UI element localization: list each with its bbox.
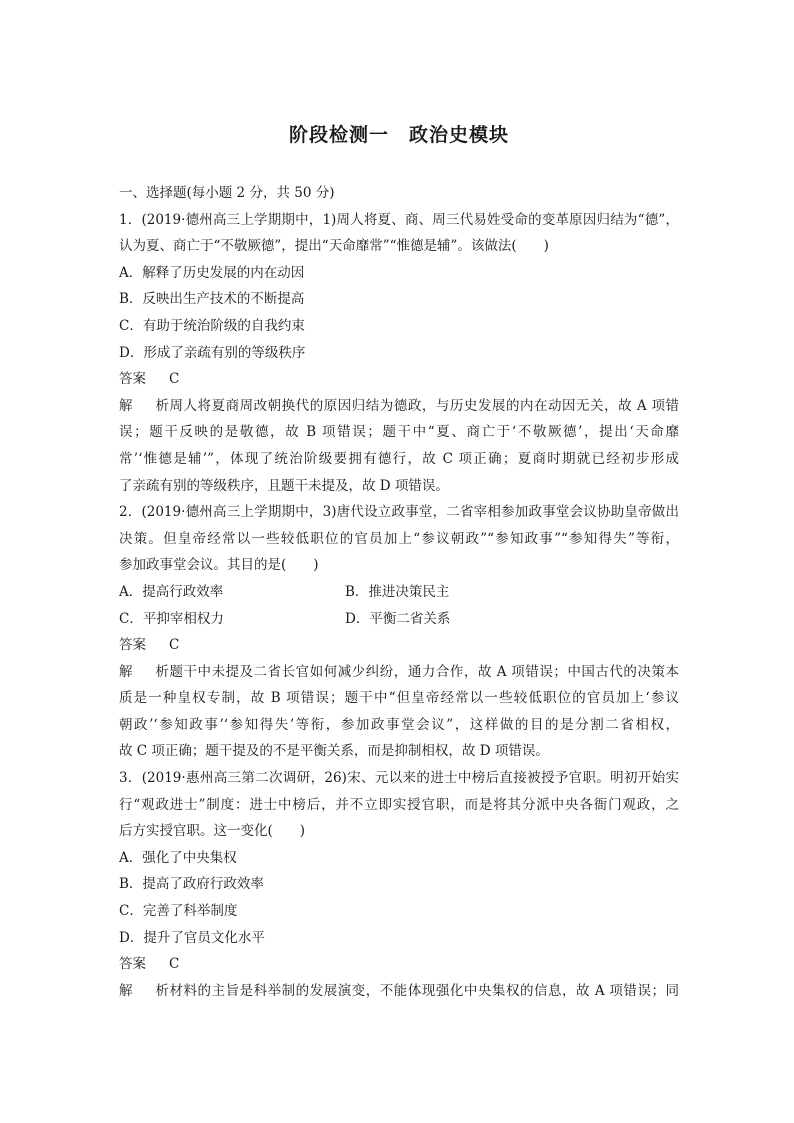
option-c: C．平抑宰相权力 [119, 610, 224, 627]
answer-value: C [169, 371, 180, 388]
question-stem-line: 参加政事堂会议。其目的是( ) [119, 557, 319, 574]
answer-label: 答案 [119, 371, 146, 388]
answer-row [119, 632, 679, 659]
document-page [119, 118, 679, 1004]
option-b: B．提高了政府行政效率 [119, 876, 264, 893]
analysis-line [119, 659, 679, 686]
question-stem-line: 行“观政进士”制度：进士中榜后，并不立即实授官职，而是将其分派中央各衙门观政，之 [119, 796, 679, 813]
option-a: A．提高行政效率 [119, 583, 224, 600]
analysis-text: 题干中未提及二省长官如何减少纠纷，通力合作，故 A 项错误；中国古代的决策本 [169, 663, 679, 680]
answer-value: C [169, 956, 180, 973]
question-stem-line: 3．(2019·惠州高三第二次调研，26)宋、元以来的进士中榜后直接被授予官职。明初开始实 [119, 770, 679, 787]
analysis-label: 解析 [119, 663, 169, 680]
analysis-label: 解析 [119, 397, 169, 414]
question-stem-line: 2．(2019·德州高三上学期期中，3)唐代设立政事堂，二省宰相参加政事堂会议协助皇帝做出 [119, 504, 679, 521]
answer-row [119, 951, 679, 978]
question-2 [119, 499, 679, 765]
analysis-line: 了亲疏有别的等级秩序，且题干未提及，故 D 项错误。 [119, 477, 449, 494]
answer-row [119, 366, 679, 393]
question-3 [119, 765, 679, 1004]
analysis-label: 解析 [119, 982, 169, 999]
analysis-line: 误；题干反映的是敬德，故 B 项错误；题干中“夏、商亡于‘不敬厥德’，提出‘天命靡 [119, 424, 679, 441]
answer-value: C [169, 637, 180, 654]
option-b: B．推进决策民主 [345, 583, 450, 600]
analysis-line: 朝政’‘参知政事’‘参知得失’等衔，参加政事堂会议”，这样做的目的是分割二省相权， [119, 716, 679, 733]
option-d: D．平衡二省关系 [345, 610, 451, 627]
question-1 [119, 207, 679, 500]
option-row [119, 579, 679, 606]
question-stem-line: 认为夏、商亡于“不敬厥德”，提出“天命靡常”“惟德是辅”。该做法( ) [119, 238, 549, 255]
option-b: B．反映出生产技术的不断提高 [119, 291, 305, 308]
analysis-text: 周人将夏商周改朝换代的原因归结为德政，与历史发展的内在动因无关，故 A 项错 [169, 397, 679, 414]
option-c: C．完善了科举制度 [119, 903, 238, 920]
option-a: A．强化了中央集权 [119, 849, 237, 866]
section-heading: 一、选择题(每小题 2 分，共 50 分) [119, 185, 335, 201]
analysis-text: 材料的主旨是科举制的发展演变，不能体现强化中央集权的信息，故 A 项错误；同 [169, 982, 679, 999]
option-d: D．形成了亲疏有别的等级秩序 [119, 344, 306, 361]
question-stem-line: 决策。但皇帝经常以一些较低职位的官员加上“参议朝政”“参知政事”“参知得失”等衔， [119, 530, 679, 547]
analysis-line [119, 393, 679, 420]
analysis-line: 质是一种皇权专制，故 B 项错误；题干中“但皇帝经常以一些较低职位的官员加上‘参议 [119, 690, 679, 707]
question-stem-line: 1．(2019·德州高三上学期期中，1)周人将夏、商、周三代易姓受命的变革原因归结为“德”， [119, 211, 679, 228]
option-row [119, 606, 679, 633]
option-c: C．有助于统治阶级的自我约束 [119, 317, 305, 334]
analysis-line: 故 C 项正确；题干提及的不是平衡关系，而是抑制相权，故 D 项错误。 [119, 743, 549, 760]
option-a: A．解释了历史发展的内在动因 [119, 264, 305, 281]
page-title: 阶段检测一 政治史模块 [288, 124, 509, 146]
question-stem-line: 后方实授官职。这一变化( ) [119, 823, 306, 840]
option-d: D．提升了官员文化水平 [119, 929, 265, 946]
analysis-line [119, 978, 679, 1005]
analysis-line: 常’‘惟德是辅’”，体现了统治阶级要拥有德行，故 C 项正确；夏商时期就已经初步形成 [119, 450, 679, 467]
answer-label: 答案 [119, 956, 146, 973]
answer-label: 答案 [119, 637, 146, 654]
